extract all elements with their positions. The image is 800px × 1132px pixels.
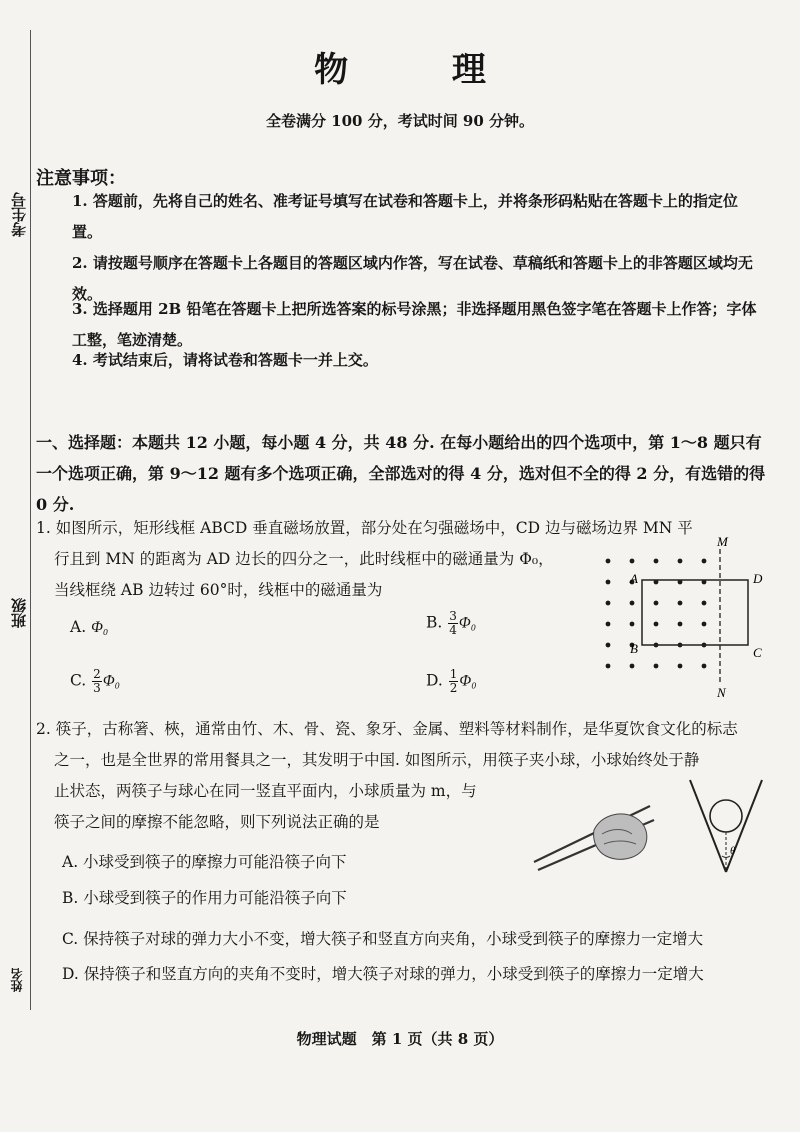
field-dot (630, 664, 635, 669)
angle-arc (722, 856, 730, 858)
label-c: C (753, 645, 762, 660)
note-item: 1. 答题前，先将自己的姓名、准考证号填写在试卷和答题卡上，并将条形码粘贴在答题卡上的指定位置。 (72, 192, 738, 241)
notes-heading: 注意事项： (36, 168, 126, 189)
q2-option-d: D. 保持筷子和竖直方向的夹角不变时，增大筷子对球的弹力，小球受到筷子的摩擦力一定增大 (62, 965, 704, 983)
q1-stem-line: 行且到 MN 的距离为 AD 边长的四分之一，此时线框中的磁通量为 Φ₀， (54, 550, 554, 568)
option-label: A. (70, 618, 87, 636)
q2-stem-line: 筷子之间的摩擦不能忽略，则下列说法正确的是 (54, 813, 380, 831)
field-dot (702, 664, 707, 669)
field-dot (606, 643, 611, 648)
q1-option-d (426, 668, 477, 695)
field-dot (606, 664, 611, 669)
chopsticks-hand-image (532, 800, 657, 872)
label-d: D (753, 571, 763, 586)
ball (710, 800, 742, 832)
label-b: B (630, 641, 638, 656)
hand-shape (594, 814, 647, 859)
page-title: 物 理 (314, 50, 532, 90)
option-label: C. (70, 671, 87, 690)
field-dot (606, 601, 611, 606)
angle-theta: θ (730, 845, 736, 857)
field-dot (678, 622, 683, 627)
q2-option-b: B. 小球受到筷子的作用力可能沿筷子向下 (62, 889, 347, 907)
field-dot (606, 580, 611, 585)
note-item: 4. 考试结束后，请将试卷和答题卡一并上交。 (72, 351, 378, 369)
denominator: 4 (449, 623, 457, 637)
q2-stem-line: 2. 筷子，古称箸、梜，通常由竹、木、骨、瓷、象牙、金属、塑料等材料制作，是华夏饮食文化的标志 (36, 720, 738, 738)
label-n: N (717, 685, 726, 700)
field-dot (702, 622, 707, 627)
class-label: 班级 (10, 598, 28, 628)
option-value: Φ₀ (91, 619, 109, 636)
name-label: 姓名 (10, 968, 24, 992)
q1-stem-line: 1. 如图所示，矩形线框 ABCD 垂直磁场放置，部分处在匀强磁场中，CD 边与磁场边界 MN 平 (36, 519, 693, 537)
field-dot (678, 664, 683, 669)
numerator: 1 (449, 667, 458, 681)
field-dot (654, 601, 659, 606)
field-dot (678, 601, 683, 606)
field-dot (678, 559, 683, 564)
ball-chopsticks-diagram (682, 776, 772, 876)
binding-line (30, 30, 31, 1010)
denominator: 2 (449, 681, 458, 695)
field-dot (702, 601, 707, 606)
field-dot (630, 601, 635, 606)
exam-number-label: 考生号 (10, 192, 28, 237)
q2-option-a: A. 小球受到筷子的摩擦力可能沿筷子向下 (62, 853, 347, 871)
option-label: D. (426, 671, 443, 690)
chopstick-right (726, 780, 762, 872)
label-m: M (717, 535, 728, 549)
option-symbol: Φ₀ (459, 672, 477, 690)
exam-info: 全卷满分 100 分，考试时间 90 分钟。 (265, 112, 535, 130)
field-dot (606, 559, 611, 564)
chopstick-left (690, 780, 726, 872)
option-label: B. (426, 613, 443, 632)
field-dot (654, 664, 659, 669)
note-item: 3. 选择题用 2B 铅笔在答题卡上把所选答案的标号涂黑；非选择题用黑色签字笔在答题卡上作答；字体工整，笔迹清楚。 (72, 300, 757, 349)
field-dot (606, 622, 611, 627)
q2-stem-line: 之一，也是全世界的常用餐具之一，其发明于中国. 如图所示，用筷子夹小球，小球始终处于静 (54, 751, 700, 769)
label-a: A (630, 571, 638, 586)
note-item: 2. 请按题号顺序在答题卡上各题目的答题区域内作答，写在试卷、草稿纸和答题卡上的非答题区域均无效。 (72, 254, 753, 303)
numerator: 2 (93, 667, 101, 681)
denominator: 3 (93, 681, 101, 695)
q2-option-c: C. 保持筷子对球的弹力大小不变，增大筷子和竖直方向夹角，小球受到筷子的摩擦力一定增大 (62, 930, 704, 948)
field-dot (630, 622, 635, 627)
q1-option-c (70, 668, 120, 695)
loop-abcd (642, 580, 748, 645)
option-symbol: Φ₀ (102, 672, 121, 690)
q1-option-b (426, 610, 476, 637)
option-symbol: Φ₀ (458, 614, 477, 632)
q1-magnetic-field-figure (600, 535, 770, 700)
fraction (92, 668, 102, 695)
q1-stem-line: 当线框绕 AB 边转过 60°时，线框中的磁通量为 (54, 581, 383, 599)
section-heading: 一、选择题：本题共 12 小题，每小题 4 分，共 48 分. 在每小题给出的四个选项中，第 1～8 题只有一个选项正确，第 9～12 题有多个选项正确，全部选对的得 4 分，选对但不全的得 2 分，有选错的得 0 分. (36, 433, 766, 514)
q1-option-a (70, 618, 108, 637)
field-dot (630, 559, 635, 564)
numerator: 3 (449, 609, 457, 623)
field-dot (654, 559, 659, 564)
field-dots (606, 559, 707, 669)
page-footer: 物理试题 第 1 页（共 8 页） (296, 1030, 504, 1048)
q2-stem-line: 止状态，两筷子与球心在同一竖直平面内，小球质量为 m，与 (54, 782, 477, 800)
field-dot (654, 622, 659, 627)
fraction (448, 610, 458, 637)
fraction (449, 668, 459, 695)
field-dot (702, 559, 707, 564)
